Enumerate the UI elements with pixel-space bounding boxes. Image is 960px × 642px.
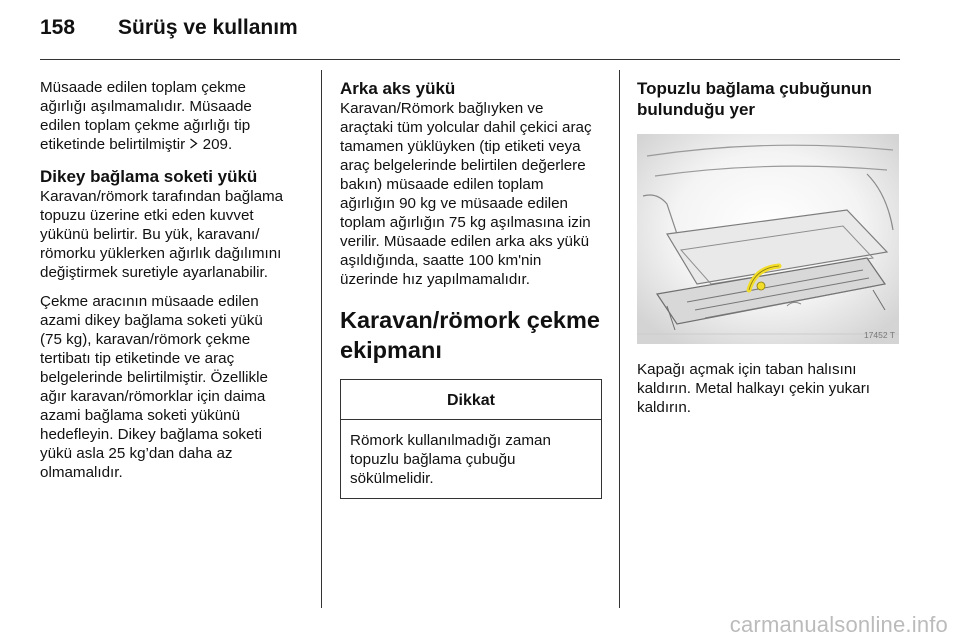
intro-paragraph: Müsaade edilen toplam çekme ağırlığı aşılmamalıdır. Müsaade edilen toplam çekme ağırlığı tip etiketinde belirtilmiştir 209. — [40, 79, 252, 153]
page-reference-arrow-icon — [189, 135, 198, 154]
column-divider-1 — [321, 70, 322, 608]
page-title: Sürüş ve kullanım — [118, 16, 298, 39]
vertical-load-paragraph-2: Çekme aracının müsaade edilen azami dikey bağlama soketi yükü (75 kg), karavan/römork çekme tertibatı tip etiketinde ve araç belgelerinde belirtilmiştir. Özellikle ağır karavan/römorklar için daima azami bağlama soketi yükünü hedefleyin. Dikey bağlama soketi yükü asla 25 kg’dan daha az olmamalıdır. — [40, 293, 268, 481]
page-number: 158 — [40, 16, 76, 39]
header-rule — [40, 59, 900, 60]
section-title-vertical-load: Dikey bağlama soketi yükü — [40, 167, 258, 186]
page-reference-link[interactable]: 209. — [202, 136, 233, 153]
page-header — [40, 16, 900, 52]
vertical-load-paragraph-1: Karavan/römork tarafından bağlama topuzu üzerine etki eden kuvvet yükünü belirtir. Bu yük, karavanı/ römorku yüklerken ağırlık dağılımını değiştirmek suretiyle ayarlanabilir. — [40, 188, 284, 281]
rear-axle-paragraph: Karavan/Römork bağlıyken ve araçtaki tüm yolcular dahil çekici araç tamamen yüklüyken (tip etiketi veya araç belgelerinde belirtilen değerlere bakın) müsaade edilen toplam ağırlığın 90 kg ve müsaade edilen toplam ağırlığın 75 kg aşılmasına izin verilir. Müsaade edilen arka aks yükü aşıldığında, saatte 100 km'nin üzerinde hız yapılmamalıdır. — [340, 100, 592, 288]
caution-body: Römork kullanılmadığı zaman topuzlu bağlama çubuğu sökülmelidir. — [350, 432, 551, 487]
caution-notice — [340, 379, 602, 499]
column-2 — [340, 78, 602, 499]
section-title-rear-axle: Arka aks yükü — [340, 79, 456, 98]
figure-code: 17452 T — [863, 330, 895, 340]
caution-title: Dikkat — [341, 380, 601, 420]
trunk-illustration-svg — [637, 134, 899, 344]
column-1 — [40, 78, 302, 492]
column-divider-2 — [619, 70, 620, 608]
section-title-tow-bar-location: Topuzlu bağlama çubuğunun bulunduğu yer — [637, 79, 872, 119]
main-section-title: Karavan/römork çekme ekipmanı — [340, 307, 600, 363]
column-3 — [637, 78, 899, 427]
tow-bar-instructions: Kapağı açmak için taban halısını kaldırın. Metal halkayı çekin yukarı kaldırın. — [637, 361, 870, 416]
trunk-floor-illustration — [637, 134, 899, 344]
watermark: carmanualsonline.info — [729, 612, 948, 637]
